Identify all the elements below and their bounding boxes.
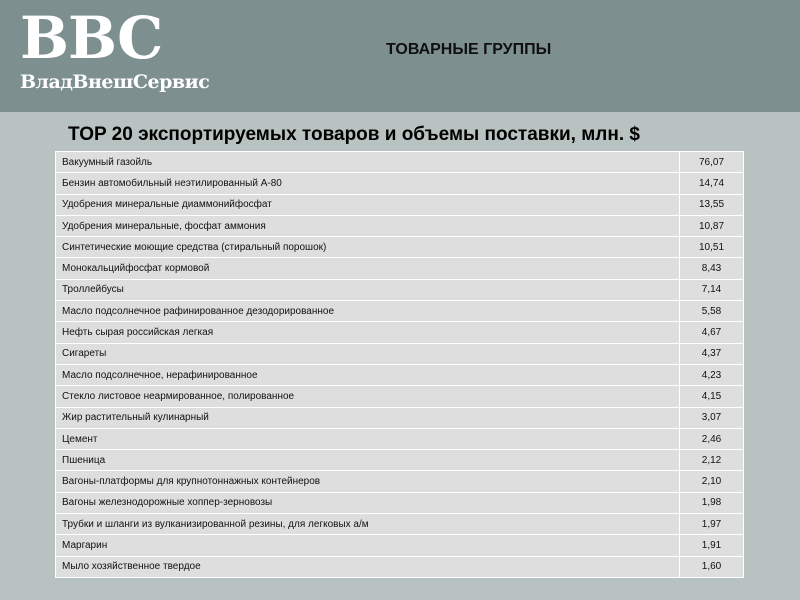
page-title: TOP 20 экспортируемых товаров и объемы поставки, млн. $ [68,124,640,145]
export-volume-cell: 4,37 [680,343,744,364]
export-volume-cell: 4,15 [680,386,744,407]
export-volume-cell: 10,87 [680,215,744,236]
export-volume-cell: 1,97 [680,514,744,535]
export-volume-cell: 1,98 [680,492,744,513]
export-volume-cell: 8,43 [680,258,744,279]
table-row [56,492,744,513]
product-name-cell: Трубки и шланги из вулканизированной резины, для легковых а/м [56,514,680,535]
product-name-cell: Масло подсолнечное, нерафинированное [56,364,680,385]
product-name-cell: Удобрения минеральные диаммонийфосфат [56,194,680,215]
table-row [56,535,744,556]
table-row [56,152,744,173]
product-name-cell: Вакуумный газойль [56,152,680,173]
export-volume-cell: 2,46 [680,428,744,449]
export-volume-cell: 13,55 [680,194,744,215]
table-row [56,279,744,300]
table-row [56,450,744,471]
product-name-cell: Вагоны железнодорожные хоппер-зерновозы [56,492,680,513]
table-row [56,407,744,428]
header-band [0,0,800,112]
export-table [55,151,744,578]
product-name-cell: Стекло листовое неармированное, полированное [56,386,680,407]
export-table-container [55,151,744,578]
product-name-cell: Сигареты [56,343,680,364]
product-name-cell: Удобрения минеральные, фосфат аммония [56,215,680,236]
export-volume-cell: 3,07 [680,407,744,428]
product-name-cell: Масло подсолнечное рафинированное дезодорированное [56,301,680,322]
product-name-cell: Бензин автомобильный неэтилированный А-80 [56,173,680,194]
table-row [56,194,744,215]
product-name-cell: Вагоны-платформы для крупнотоннажных контейнеров [56,471,680,492]
export-volume-cell: 14,74 [680,173,744,194]
export-volume-cell: 7,14 [680,279,744,300]
table-row [56,556,744,577]
company-logo-subtitle: ВладВнешСервис [20,71,210,93]
product-name-cell: Нефть сырая российская легкая [56,322,680,343]
export-volume-cell: 4,23 [680,364,744,385]
product-name-cell: Жир растительный кулинарный [56,407,680,428]
product-name-cell: Маргарин [56,535,680,556]
table-row [56,322,744,343]
export-volume-cell: 1,91 [680,535,744,556]
export-table-body [56,152,744,578]
section-title: ТОВАРНЫЕ ГРУППЫ [386,41,552,58]
table-row [56,301,744,322]
table-row [56,215,744,236]
table-row [56,428,744,449]
table-row [56,343,744,364]
export-volume-cell: 76,07 [680,152,744,173]
table-row [56,514,744,535]
export-volume-cell: 4,67 [680,322,744,343]
table-row [56,364,744,385]
export-volume-cell: 10,51 [680,237,744,258]
table-row [56,258,744,279]
export-volume-cell: 5,58 [680,301,744,322]
export-volume-cell: 2,10 [680,471,744,492]
table-row [56,386,744,407]
product-name-cell: Синтетические моющие средства (стиральный порошок) [56,237,680,258]
product-name-cell: Цемент [56,428,680,449]
product-name-cell: Мыло хозяйственное твердое [56,556,680,577]
export-volume-cell: 2,12 [680,450,744,471]
table-row [56,471,744,492]
product-name-cell: Троллейбусы [56,279,680,300]
export-volume-cell: 1,60 [680,556,744,577]
table-row [56,173,744,194]
product-name-cell: Пшеница [56,450,680,471]
company-logo: BBC [20,4,163,72]
product-name-cell: Монокальцийфосфат кормовой [56,258,680,279]
table-row [56,237,744,258]
